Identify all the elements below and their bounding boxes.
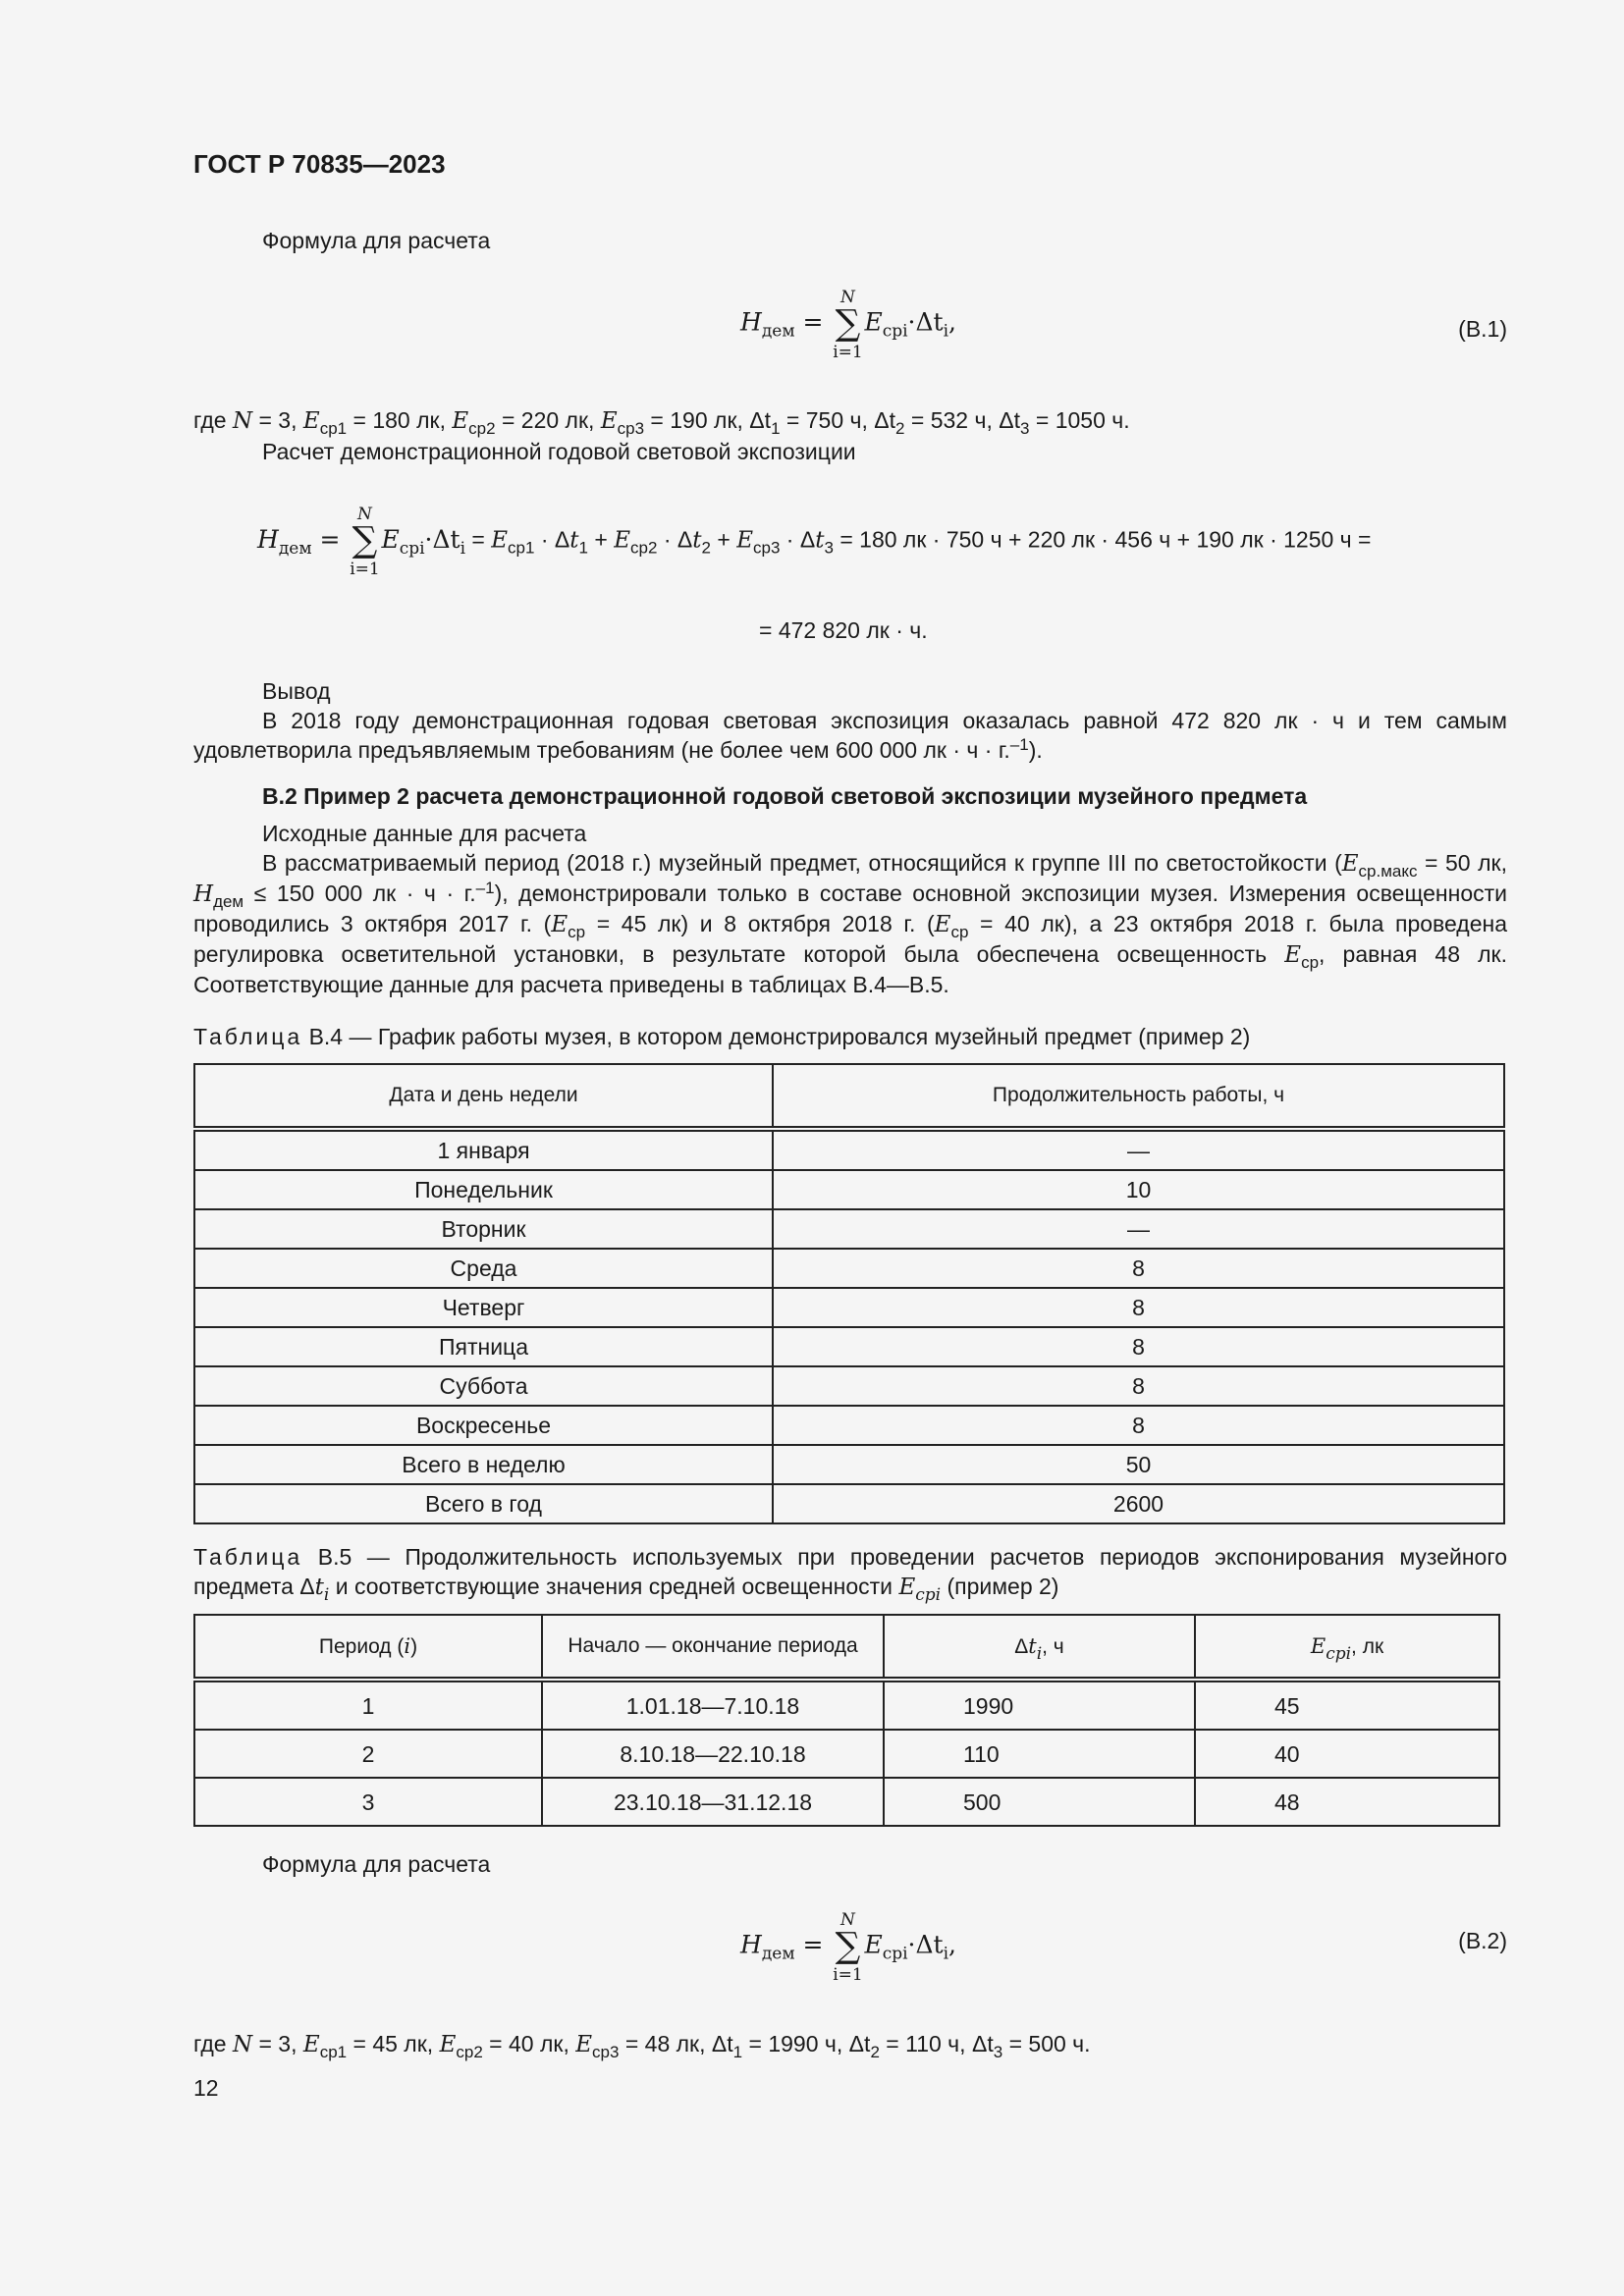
table-cell: 40	[1195, 1730, 1499, 1778]
source-paragraph: В рассматриваемый период (2018 г.) музейный предмет, относящийся к группе III по светостойкости ($E_{ср.макс} = 50$ лк, $H_{дем} \le 150$ 000 лк · ч · г.$^{-1}$), демонстрировали только в составе основной экспозиции музея. Измерения освещенности проводились 3 октября 2017 г. ($E_{ср} = 45$ лк) и 8 октября 2018 г. ($E_{ср} = 40$ лк), а 23 октября 2018 г. была проведена регулировка осветительной установки, в результате которой была обеспечена освещенность $E_{ср}$, равная 48 лк. Соответствующие данные для расчета приведены в таблицах В.4—В.5.	[193, 850, 1507, 997]
table-b5	[193, 1614, 1500, 1827]
section-title: В.2 Пример 2 расчета демонстрационной годовой световой экспозиции музейного предмета	[262, 783, 1308, 809]
table-row	[194, 1327, 1504, 1366]
formula-number: (В.1)	[1458, 316, 1507, 342]
table-cell: 1	[194, 1680, 542, 1730]
table-cell: 8	[773, 1366, 1504, 1406]
table-cell: 10	[773, 1170, 1504, 1209]
table-cell: 500	[884, 1778, 1195, 1826]
table-b4	[193, 1063, 1505, 1524]
formula-intro: Формула для расчета	[262, 228, 491, 253]
table-cell: Среда	[194, 1249, 773, 1288]
formula-b2: $H_{дем}$ = N ∑ i=1 $E_{срi}\cdot\Delta t_i$,	[740, 1910, 956, 1985]
table-cell: Вторник	[194, 1209, 773, 1249]
table5-caption: Таблица В.5 — Продолжительность используемых при проведении расчетов периодов экспонирования музейного предмета $\Delta t_i$ и соответствующие значения средней освещенности $E_{срi}$ (пример 2)	[193, 1544, 1507, 1605]
table-cell: Воскресенье	[194, 1406, 773, 1445]
formula-dt: ·Δt	[907, 307, 944, 337]
table-row	[194, 1209, 1504, 1249]
table-cell: 8	[773, 1327, 1504, 1366]
table-row	[194, 1129, 1504, 1170]
table-cell: Суббота	[194, 1366, 773, 1406]
formula-tail: ,	[948, 307, 956, 337]
formula-symbol: H	[740, 307, 762, 337]
formula-subscript: срi	[882, 321, 908, 342]
formula-eq: =	[802, 307, 824, 337]
table-row	[194, 1730, 1499, 1778]
table-cell: 1 января	[194, 1129, 773, 1170]
sum-upper-limit: N	[840, 288, 855, 307]
conclusion-text: В 2018 году демонстрационная годовая световая экспозиция оказалась равной 472 820 лк · ч и тем самым удовлетворила предъявляемым требованиям (не более чем 600 000 лк · ч · г.$^{-1}$).	[193, 708, 1507, 763]
table-cell: 2	[194, 1730, 542, 1778]
formula-b1	[740, 288, 956, 362]
document-header: ГОСТ Р 70835—2023	[193, 149, 446, 179]
table-cell: 3	[194, 1778, 542, 1826]
formula-subscript: i	[943, 321, 949, 342]
formula-subscript: дем	[761, 321, 795, 342]
table-cell: 48	[1195, 1778, 1499, 1826]
table-row	[194, 1366, 1504, 1406]
page-number: 12	[193, 2075, 219, 2101]
table-cell: —	[773, 1129, 1504, 1170]
table-cell: 1990	[884, 1680, 1195, 1730]
table-cell: 23.10.18—31.12.18	[542, 1778, 884, 1826]
table-row	[194, 1406, 1504, 1445]
table-cell: 8	[773, 1406, 1504, 1445]
table-cell: 50	[773, 1445, 1504, 1484]
table-row	[194, 1778, 1499, 1826]
table-row	[194, 1680, 1499, 1730]
table-cell: —	[773, 1209, 1504, 1249]
table-row	[194, 1288, 1504, 1327]
formula-intro-2: Формула для расчета	[262, 1851, 491, 1877]
formula-legend: где N = 3, $E_{ср1} = 180$ лк, $E_{ср2} = 220$ лк, $E_{ср3} = 190$ лк, $\Delta t_1 = 750$ ч, $\Delta t_2 = 532$ ч, $\Delta t_3 = 1050$ ч.	[193, 407, 1130, 438]
table-row	[194, 1484, 1504, 1523]
formula-symbol: E	[864, 307, 883, 337]
table-cell: Четверг	[194, 1288, 773, 1327]
sum-sign: N ∑ i=1	[833, 306, 862, 342]
table-cell: Всего в год	[194, 1484, 773, 1523]
calc-expression: $H_{дем}$ = N ∑ i=1 $E_{срi}\cdot\Delta t_i = E_{ср1} \cdot \Delta t_1 + E_{ср2} \cdot \Delta t_2 + E_{ср3} \cdot \Delta t_3 = 180$ лк · 750 ч + 220 лк · 456 ч + 190 лк · 1250 ч =	[257, 505, 1372, 579]
table-cell: 8	[773, 1249, 1504, 1288]
table-header: $\Delta t_i$, ч	[884, 1615, 1195, 1680]
calc-title: Расчет демонстрационной годовой световой экспозиции	[262, 439, 856, 464]
table-row	[194, 1170, 1504, 1209]
table-row	[194, 1445, 1504, 1484]
sum-lower-limit: i=1	[833, 343, 863, 362]
table-header: $E_{срi}$, лк	[1195, 1615, 1499, 1680]
conclusion-title: Вывод	[262, 678, 331, 704]
table-header: Продолжительность работы, ч	[773, 1064, 1504, 1129]
table-cell: Понедельник	[194, 1170, 773, 1209]
table-header: Начало — окончание периода	[542, 1615, 884, 1680]
formula-number-2: (В.2)	[1458, 1928, 1507, 1953]
table-header: Период (i)	[194, 1615, 542, 1680]
table4-caption: Таблица В.4 — График работы музея, в котором демонстрировался музейный предмет (пример 2)	[193, 1024, 1251, 1049]
table-cell: 110	[884, 1730, 1195, 1778]
sum-sign: N ∑ i=1	[833, 1910, 863, 1985]
sum-sign: N ∑ i=1	[350, 505, 380, 579]
table-cell: 45	[1195, 1680, 1499, 1730]
table-cell: 2600	[773, 1484, 1504, 1523]
table-cell: 8.10.18—22.10.18	[542, 1730, 884, 1778]
source-title: Исходные данные для расчета	[262, 821, 587, 846]
table-header: Дата и день недели	[194, 1064, 773, 1129]
table-cell: 8	[773, 1288, 1504, 1327]
formula-legend-2: где N = 3, $E_{ср1} = 45$ лк, $E_{ср2} = 40$ лк, $E_{ср3} = 48$ лк, $\Delta t_1 = 1990$ ч, $\Delta t_2 = 110$ ч, $\Delta t_3 = 500$ ч.	[193, 2031, 1091, 2061]
table-cell: 1.01.18—7.10.18	[542, 1680, 884, 1730]
table-cell: Всего в неделю	[194, 1445, 773, 1484]
table-row	[194, 1249, 1504, 1288]
calc-result: = 472 820 лк · ч.	[759, 617, 928, 643]
table-cell: Пятница	[194, 1327, 773, 1366]
